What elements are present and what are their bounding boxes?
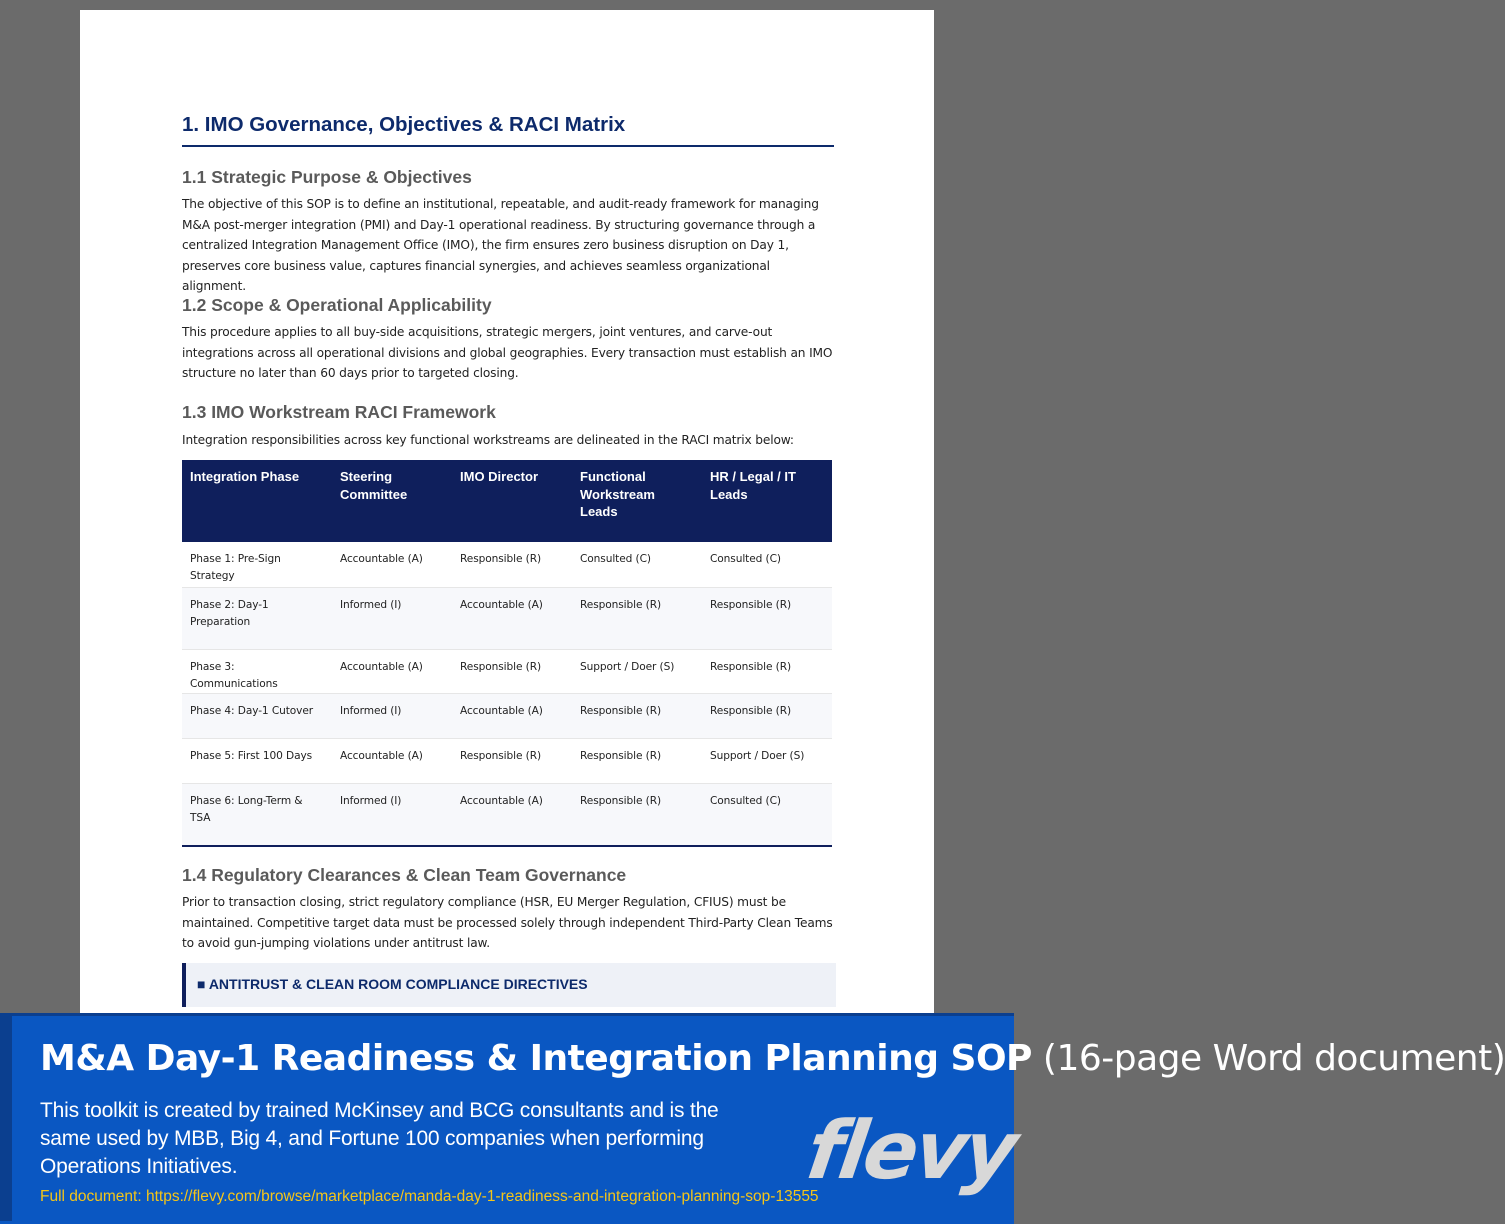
header-functional-leads: Functional Workstream Leads <box>580 469 655 519</box>
text-line: structure no later than 60 days prior to targeted closing. <box>182 366 519 381</box>
table-cell: Responsible (R) <box>452 649 572 693</box>
heading-strategic-purpose: 1.1 Strategic Purpose & Objectives <box>182 167 472 187</box>
text-line: Integration responsibilities across key functional workstreams are delineated in the RACI matrix below: <box>182 433 794 447</box>
banner-description: This toolkit is created by trained McKinsey and BCG consultants and is the same used by MBB, Big 4, and Fortune 100 companies when performing Operations Initiatives. <box>40 1099 719 1178</box>
text-line: to avoid gun-jumping violations under antitrust law. <box>182 936 490 951</box>
table-row <box>182 783 832 846</box>
raci-header-row <box>182 460 832 542</box>
table-cell: Responsible (R) <box>572 587 702 649</box>
table-cell: Responsible (R) <box>702 649 832 693</box>
table-cell: Phase 4: Day-1 Cutover <box>182 693 332 738</box>
document-link[interactable]: Full document: https://flevy.com/browse/marketplace/manda-day-1-readiness-and-integration-planning-sop-13555 <box>40 1188 819 1205</box>
table-cell: Responsible (R) <box>702 693 832 738</box>
table-cell: Responsible (R) <box>452 542 572 587</box>
table-cell: Support / Doer (S) <box>702 738 832 783</box>
table-cell: Phase 5: First 100 Days <box>182 738 332 783</box>
table-cell: Phase 1: Pre-Sign Strategy <box>182 542 332 587</box>
text-line: This procedure applies to all buy-side acquisitions, strategic mergers, joint ventures, and carve-out <box>182 325 773 339</box>
table-cell: Accountable (A) <box>332 738 452 783</box>
table-cell: Accountable (A) <box>332 542 452 587</box>
table-cell: Informed (I) <box>332 783 452 846</box>
section-title: 1. IMO Governance, Objectives & RACI Matrix <box>182 113 834 147</box>
table-cell: Support / Doer (S) <box>572 649 702 693</box>
table-row <box>182 587 832 649</box>
header-imo-director: IMO Director <box>460 469 539 484</box>
table-cell: Consulted (C) <box>572 542 702 587</box>
text-line: maintained. Competitive target data must be processed solely through independent Third-Party Clean Teams <box>182 915 833 930</box>
table-cell: Accountable (A) <box>332 649 452 693</box>
table-cell: Accountable (A) <box>452 693 572 738</box>
paragraph-raci-intro <box>182 430 834 451</box>
paragraph-scope <box>182 322 834 384</box>
banner-title-main: M&A Day-1 Readiness & Integration Planning SOP <box>40 1038 1032 1079</box>
text-line: preserves core business value, captures financial synergies, and achieves seamless organizational alignment. <box>182 258 770 294</box>
table-cell: Consulted (C) <box>702 542 832 587</box>
raci-table <box>182 460 832 847</box>
table-row <box>182 649 832 693</box>
heading-regulatory: 1.4 Regulatory Clearances & Clean Team Governance <box>182 865 627 885</box>
text-line: The objective of this SOP is to define an institutional, repeatable, and audit-ready framework for managing <box>182 197 819 211</box>
callout-title: ■ ANTITRUST & CLEAN ROOM COMPLIANCE DIRECTIVES <box>197 976 588 992</box>
header-integration-phase: Integration Phase <box>190 469 300 484</box>
banner-title-suffix: (16-page Word document) <box>1042 1038 1505 1079</box>
banner-title <box>40 1038 1505 1079</box>
table-cell: Informed (I) <box>332 587 452 649</box>
table-cell: Accountable (A) <box>452 587 572 649</box>
table-cell: Consulted (C) <box>702 783 832 846</box>
text-line: M&A post-merger integration (PMI) and Day-1 operational readiness. By structuring governance through a <box>182 217 816 232</box>
table-cell: Phase 6: Long-Term & TSA <box>182 783 332 846</box>
header-steering-committee: Steering Committee <box>340 469 408 502</box>
table-cell: Informed (I) <box>332 693 452 738</box>
table-cell: Phase 3: Communications <box>182 649 332 693</box>
table-cell: Responsible (R) <box>572 738 702 783</box>
text-line: integrations across all operational divisions and global geographies. Every transaction must establish an IMO <box>182 345 833 360</box>
table-cell: Phase 2: Day-1 Preparation <box>182 587 332 649</box>
heading-scope: 1.2 Scope & Operational Applicability <box>182 295 492 315</box>
header-hr-legal-it-leads: HR / Legal / IT Leads <box>710 469 796 502</box>
table-cell: Accountable (A) <box>452 783 572 846</box>
table-row <box>182 738 832 783</box>
table-cell: Responsible (R) <box>702 587 832 649</box>
text-line: Prior to transaction closing, strict regulatory compliance (HSR, EU Merger Regulation, CFIUS) must be <box>182 895 786 909</box>
banner-accent-strip <box>0 1013 12 1221</box>
table-cell: Responsible (R) <box>572 783 702 846</box>
table-row <box>182 542 832 587</box>
compliance-callout <box>182 963 836 1007</box>
paragraph-strategic-purpose <box>182 194 834 297</box>
heading-raci-framework: 1.3 IMO Workstream RACI Framework <box>182 402 496 422</box>
document-page <box>80 10 934 1070</box>
table-row <box>182 693 832 738</box>
text-line: centralized Integration Management Office (IMO), the firm ensures zero business disruption on Day 1, <box>182 238 789 253</box>
table-cell: Responsible (R) <box>452 738 572 783</box>
table-cell: Responsible (R) <box>572 693 702 738</box>
paragraph-regulatory <box>182 892 834 954</box>
flevy-logo: flevy <box>801 1104 1021 1197</box>
